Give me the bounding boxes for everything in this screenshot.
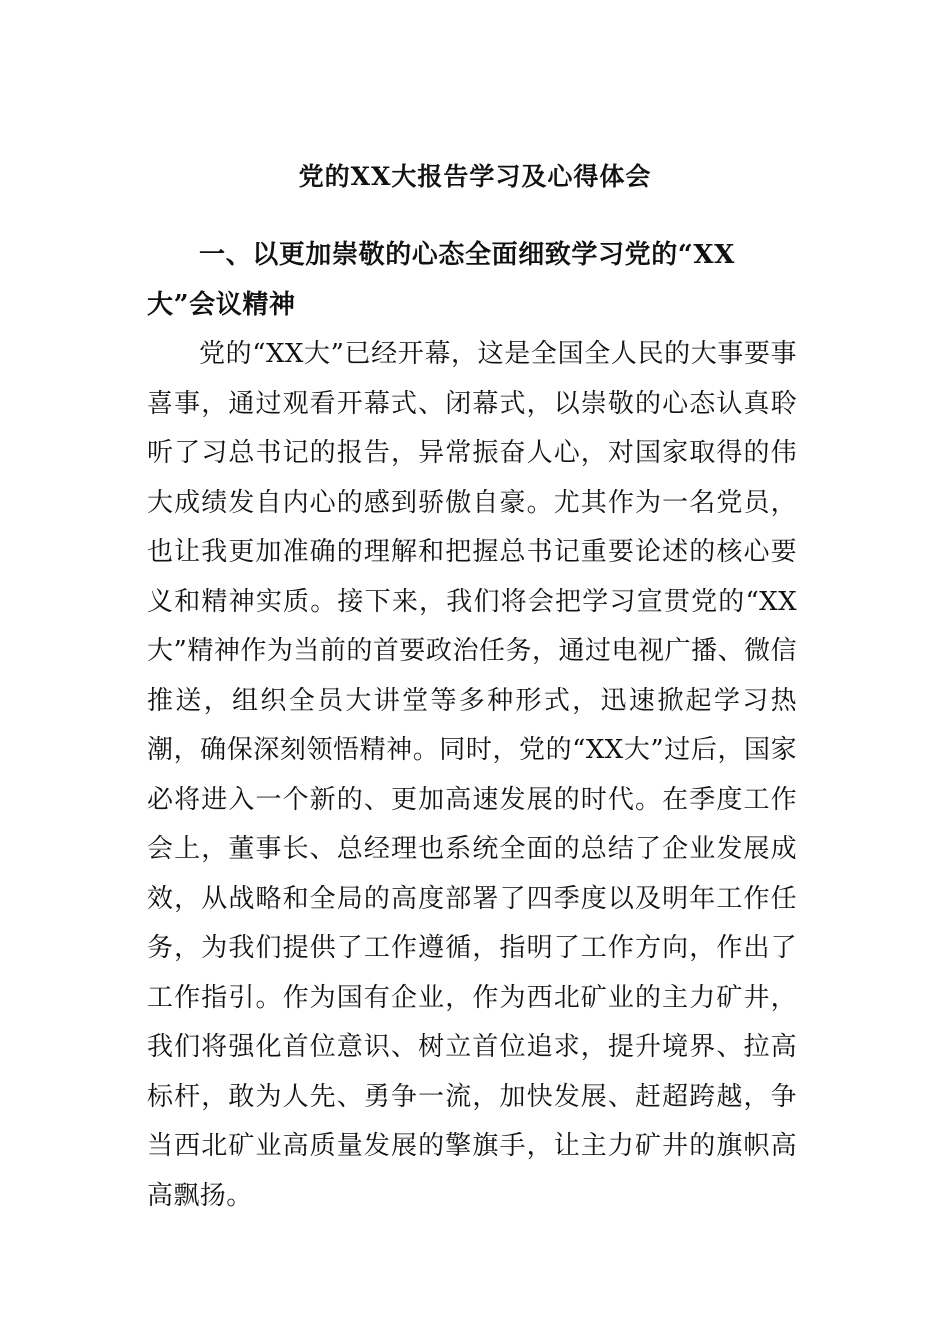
body-paragraph: 党的“XX大”已经开幕，这是全国全人民的大事要事喜事，通过观看开幕式、闭幕式，以崇敬的心态认真聆听了习总书记的报告，异常振奋人心，对国家取得的伟大成绩发自内心的感到骄傲自豪。尤其作为一名党员，也让我更加准确的理解和把握总书记重要论述的核心要义和精神实质。接下来，我们将会把学习宣贯党的“XX大”精神作为当前的首要政治任务，通过电视广播、微信推送，组织全员大讲堂等多种形式，迅速掀起学习热潮，确保深刻领悟精神。同时，党的“XX大”过后，国家必将进入一个新的、更加高速发展的时代。在季度工作会上，董事长、总经理也系统全面的总结了企业发展成效，从战略和全局的高度部署了四季度以及明年工作任务，为我们提供了工作遵循，指明了工作方向，作出了工作指引。作为国有企业，作为西北矿业的主力矿井，我们将强化首位意识、树立首位追求，提升境界、拉高标杆，敢为人先、勇争一流，加快发展、赶超跨越，争当西北矿业高质量发展的擎旗手，让主力矿井的旗帜高高飘扬。 bbox=[147, 339, 797, 1211]
section-heading: 一、以更加崇敬的心态全面细致学习党的“XX大”会议精神 bbox=[147, 240, 735, 320]
document-title: 党的XX大报告学习及心得体会 bbox=[298, 162, 652, 191]
